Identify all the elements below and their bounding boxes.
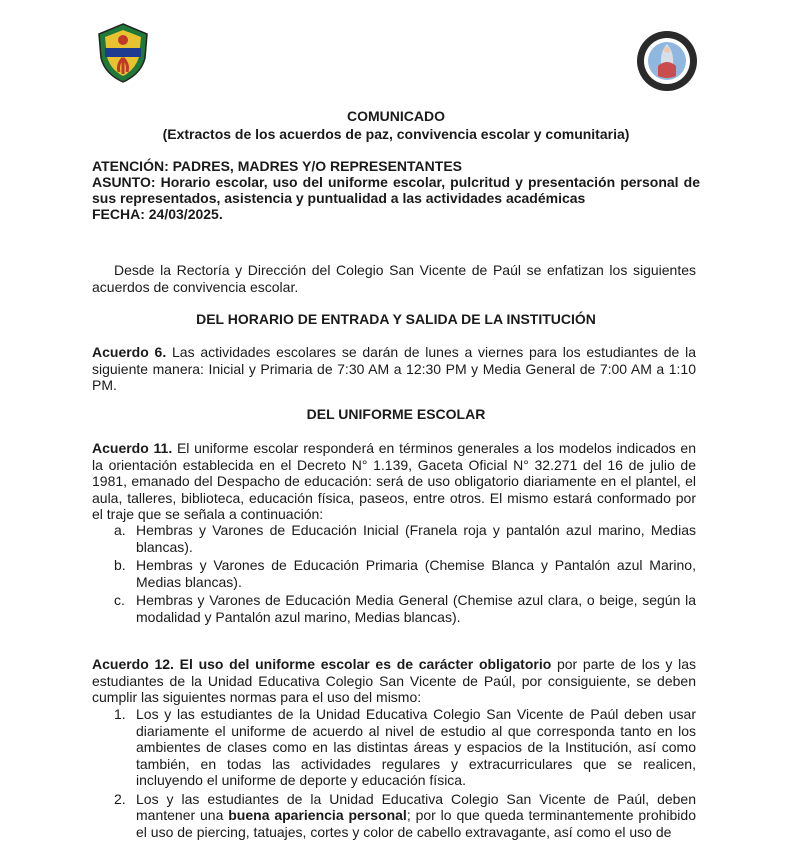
intro-paragraph: Desde la Rectoría y Dirección del Colegio San Vicente de Paúl se enfatizan los siguientes acuerdos de convivencia escolar. <box>92 262 696 295</box>
list-marker: 2. <box>114 790 126 807</box>
list-marker: b. <box>114 557 126 573</box>
document-title: COMUNICADO <box>347 108 445 124</box>
emphasis-text: buena apariencia personal <box>228 807 407 823</box>
section-heading-schedule: DEL HORARIO DE ENTRADA Y SALIDA DE LA INSTITUCIÓN <box>196 311 596 327</box>
acuerdo-12-paragraph <box>92 656 696 706</box>
attention-line: ATENCIÓN: PADRES, MADRES Y/O REPRESENTANTES <box>92 158 463 174</box>
list-marker: a. <box>114 522 126 538</box>
acuerdo-12-text: por parte de los y las estudiantes de la Unidad Educativa Colegio San Vicente de Paúl, por consiguiente, se deben cumplir las siguientes normas para el uso del mismo: <box>92 656 696 705</box>
list-item-text-start: Los y las estudiantes de la Unidad Educativa Colegio San Vicente de Paúl, deben mantener una <box>136 790 696 823</box>
acuerdo-12-label: Acuerdo 12. El uso del uniforme escolar es de carácter obligatorio <box>92 656 552 672</box>
acuerdo-6-paragraph <box>92 344 696 394</box>
virgin-medallion-logo <box>636 30 698 92</box>
document-subtitle: (Extractos de los acuerdos de paz, convivencia escolar y comunitaria) <box>162 126 630 142</box>
list-item-text-end: ; por lo que queda terminantemente prohibido el uso de piercing, tatuajes, cortes y color de cabello extravagante, así como el uso de <box>136 807 696 840</box>
list-item <box>114 557 696 590</box>
list-marker: 1. <box>114 706 126 722</box>
acuerdo-11-text: El uniforme escolar responderá en términos generales a los modelos indicados en la orientación establecida en el Decreto N° 1.139, Gaceta Oficial N° 32.271 del 16 de julio de 1981, emanado del Despacho de educación: será de uso obligatorio diariamente en el plantel, el aula, talleres, biblioteca, educación física, paseos, entre otros. El mismo estará conformado por el traje que se señala a continuación: <box>92 440 696 522</box>
list-item-text: Los y las estudiantes de la Unidad Educativa Colegio San Vicente de Paúl deben usar diariamente el uniforme de acuerdo al nivel de estudio al que corresponda tanto en los ambientes de clases como en las distintas áreas y espacios de la Institución, así como también, en todas las actividades regulares y extracurriculares que se realicen, incluyendo el uniforme de deporte y educación física. <box>136 706 696 788</box>
subject-line: ASUNTO: Horario escolar, uso del uniforme escolar, pulcritud y presentación personal de sus representados, asistencia y puntualidad a las actividades académicas <box>92 174 700 206</box>
uniform-list <box>114 522 696 627</box>
list-item <box>114 791 696 841</box>
list-item-text: Hembras y Varones de Educación Media General (Chemise azul clara, o beige, según la modalidad y Pantalón azul marino, Medias blancas). <box>136 592 696 625</box>
list-item <box>114 592 696 625</box>
list-marker: c. <box>114 592 125 608</box>
acuerdo-6-text: Las actividades escolares se darán de lunes a viernes para los estudiantes de la siguiente manera: Inicial y Primaria de 7:30 AM a 12:30 PM y Media General de 7:00 AM a 1:10 PM. <box>92 344 696 393</box>
uniform-rules-list <box>114 706 696 842</box>
list-item <box>114 706 696 789</box>
acuerdo-6-label: Acuerdo 6. <box>92 344 167 360</box>
list-item-text <box>136 791 696 841</box>
section-heading-uniform: DEL UNIFORME ESCOLAR <box>306 406 486 422</box>
acuerdo-11-label: Acuerdo 11. <box>92 440 173 456</box>
list-item-text: Hembras y Varones de Educación Inicial (Franela roja y pantalón azul marino, Medias blancas). <box>136 522 696 555</box>
list-item-text: Hembras y Varones de Educación Primaria (Chemise Blanca y Pantalón azul Marino, Medias blancas). <box>136 557 696 590</box>
list-item <box>114 522 696 555</box>
school-crest-logo <box>97 22 149 84</box>
acuerdo-11-paragraph <box>92 440 696 523</box>
date-line: FECHA: 24/03/2025. <box>92 206 223 222</box>
